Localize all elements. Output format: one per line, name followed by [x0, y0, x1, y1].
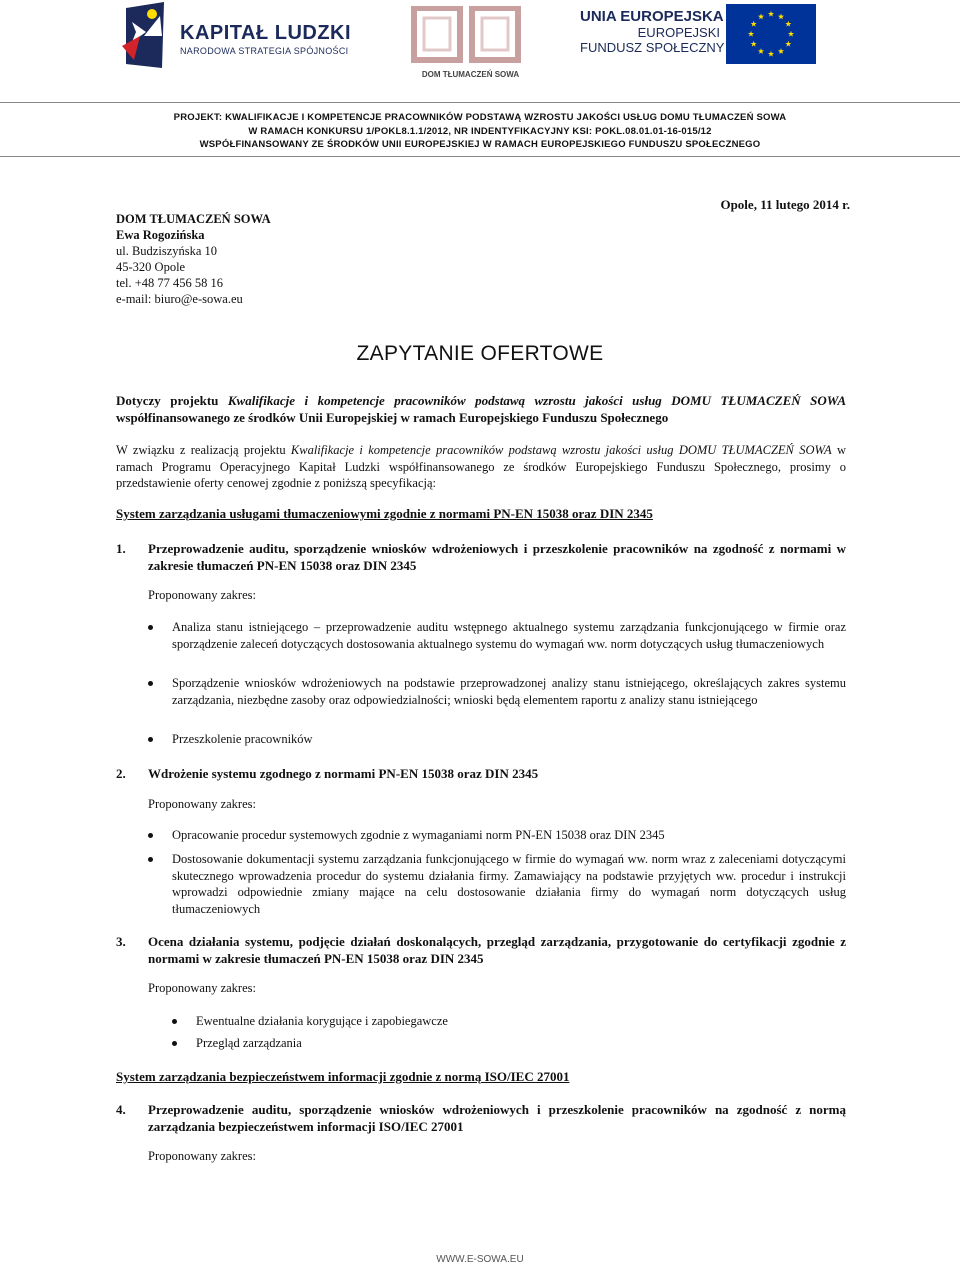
sender-city: 45-320 Opole — [116, 260, 186, 274]
section-3 — [116, 933, 846, 967]
section-number: 1. — [116, 541, 126, 556]
dom-tlumaczen-sowa-logo — [408, 6, 533, 81]
list-item: Przeszkolenie pracowników — [148, 731, 846, 748]
document-date: Opole, 11 lutego 2014 r. — [720, 197, 850, 212]
list-item: Analiza stanu istniejącego – przeprowadzenie auditu wstępnego aktualnego systemu zarządzania funkcjonującego w firmie oraz sporządzenie zaleceń dotyczących dostosowania aktualnego systemu do wymagań ww. norm dotyczących usług tłumaczeniowych — [148, 619, 846, 652]
eu-star-icon — [785, 41, 791, 47]
bullet-icon — [148, 625, 153, 630]
section-4 — [116, 1101, 846, 1135]
sender-street: ul. Budziszyńska 10 — [116, 244, 218, 258]
eu-star-icon — [758, 13, 764, 19]
sowa-emblem-icon — [410, 6, 530, 66]
eu-flag-icon — [726, 4, 816, 64]
section-title: Wdrożenie systemu zgodnego z normami PN-EN 15038 oraz DIN 2345 — [148, 766, 539, 781]
eu-star-icon — [768, 11, 774, 17]
sender-email: e-mail: biuro@e-sowa.eu — [116, 292, 243, 306]
kapital-ludzki-emblem-icon — [118, 2, 174, 72]
page-title: ZAPYTANIE OFERTOWE — [356, 342, 604, 365]
kapital-ludzki-subtitle: NARODOWA STRATEGIA SPÓJNOŚCI — [180, 46, 349, 56]
bullet-icon — [172, 1019, 177, 1024]
header-rule — [0, 102, 960, 103]
list-item: Dostosowanie dokumentacji systemu zarządzania funkcjonującego w firmie do wymagań ww. norm wraz z zaleceniami dotyczącymi skutecznego wprowadzenia procedur do systemu działania firmy. Zamawiający na podstawie przyjętych ww. procedur i instrukcji wprowadzi odpowiednie zmiany mające na celu dostosowanie działania firmy do wymagań norm dotyczących usług tłumaczeniowych — [148, 851, 846, 917]
sender-address — [116, 211, 271, 307]
section-1 — [116, 540, 846, 574]
project-line-2: W RAMACH KONKURSU 1/POKL8.1.1/2012, NR INDENTYFIKACYJNY KSI: POKL.08.01.01-16-015/12 — [248, 125, 712, 137]
eu-star-icon — [748, 31, 754, 37]
eu-line-3: FUNDUSZ SPOŁECZNY — [580, 40, 725, 55]
eu-star-icon — [788, 31, 794, 37]
kapital-ludzki-title: KAPITAŁ LUDZKI — [180, 22, 352, 44]
list-item: Przegląd zarządzania — [148, 1035, 846, 1052]
request-paragraph: W związku z realizacją projektu Kwalifikacje i kompetencje pracowników podstawą wzrostu jakości usług DOMU TŁUMACZEŃ SOWA w ramach Programu Operacyjnego Kapitał Ludzki współfinansowanego ze środków Europejskiego Funduszu Społecznego, prosimy o przedstawienie oferty cenowej zgodnie z poniższą specyfikacją: — [116, 443, 847, 490]
bullet-icon — [148, 833, 153, 838]
eu-line-1: UNIA EUROPEJSKA — [580, 8, 724, 25]
section-number: 2. — [116, 766, 126, 781]
proposed-scope-label: Proponowany zakres: — [148, 797, 256, 811]
section-title: Przeprowadzenie auditu, sporządzenie wniosków wdrożeniowych i przeszkolenie pracowników na zgodność z normami w zakresie tłumaczeń PN-EN 15038 oraz DIN 2345 — [148, 541, 846, 573]
list-item: Sporządzenie wniosków wdrożeniowych na podstawie przeprowadzonej analizy stanu istniejącego, określających zakres systemu zarządzania, niezbędne zasoby oraz odpowiedzialności; wnioski będą elementem raportu z analizy stanu istniejącego — [148, 675, 846, 708]
header-rule-bottom — [0, 156, 960, 157]
bullet-icon — [172, 1041, 177, 1046]
sender-person: Ewa Rogozińska — [116, 228, 205, 242]
system-heading-1: System zarządzania usługami tłumaczeniowymi zgodnie z normami PN-EN 15038 oraz DIN 2345 — [116, 506, 653, 521]
bullet-icon — [148, 857, 153, 862]
sender-company: DOM TŁUMACZEŃ SOWA — [116, 212, 271, 226]
eu-star-icon — [768, 51, 774, 57]
footer-url: WWW.E-SOWA.EU — [436, 1254, 524, 1265]
list-item: Opracowanie procedur systemowych zgodnie z wymaganiami norm PN-EN 15038 oraz DIN 2345 — [148, 827, 846, 844]
proposed-scope-label: Proponowany zakres: — [148, 1149, 256, 1163]
eu-line-2: EUROPEJSKI — [637, 25, 720, 40]
eu-star-icon — [785, 21, 791, 27]
project-info — [100, 111, 860, 152]
eu-star-icon — [778, 48, 784, 54]
section-number: 4. — [116, 1102, 126, 1117]
eu-star-icon — [751, 41, 757, 47]
bullet-icon — [148, 737, 153, 742]
eu-star-icon — [751, 21, 757, 27]
list-item: Ewentualne działania korygujące i zapobiegawcze — [148, 1013, 846, 1030]
section-title: Ocena działania systemu, podjęcie działań doskonalących, przegląd zarządzania, przygotowanie do certyfikacji zgodnie z normami w zakresie tłumaczeń PN-EN 15038 oraz DIN 2345 — [148, 934, 846, 966]
section-2 — [116, 765, 846, 782]
proposed-scope-label: Proponowany zakres: — [148, 981, 256, 995]
intro-text: Dotyczy projektu Kwalifikacje i kompetencje pracowników podstawą wzrostu jakości usług DOMU TŁUMACZEŃ SOWA współfinansowanego ze środków Unii Europejskiej w ramach Europejskiego Funduszu Społecznego — [116, 393, 846, 425]
proposed-scope-label: Proponowany zakres: — [148, 588, 256, 602]
section-title: Przeprowadzenie auditu, sporządzenie wniosków wdrożeniowych i przeszkolenie pracowników na zgodność z normą zarządzania bezpieczeństwem informacji ISO/IEC 27001 — [148, 1102, 846, 1134]
eu-star-icon — [758, 48, 764, 54]
eu-text-block — [580, 8, 725, 55]
sender-phone: tel. +48 77 456 58 16 — [116, 276, 224, 290]
eu-star-icon — [778, 13, 784, 19]
project-line-1: PROJEKT: KWALIFIKACJE I KOMPETENCJE PRACOWNIKÓW PODSTAWĄ WZROSTU JAKOŚCI USŁUG DOMU TŁUMACZEŃ SOWA — [173, 112, 787, 123]
kapital-ludzki-logo — [118, 2, 352, 72]
sowa-logo-name: DOM TŁUMACZEŃ SOWA — [421, 70, 520, 79]
system-heading-2: System zarządzania bezpieczeństwem informacji zgodnie z normą ISO/IEC 27001 — [116, 1069, 570, 1084]
bullet-icon — [148, 681, 153, 686]
project-line-3: WSPÓŁFINANSOWANY ZE ŚRODKÓW UNII EUROPEJSKIEJ W RAMACH EUROPEJSKIEGO FUNDUSZU SPOŁECZNEGO — [199, 139, 761, 150]
section-number: 3. — [116, 934, 126, 949]
